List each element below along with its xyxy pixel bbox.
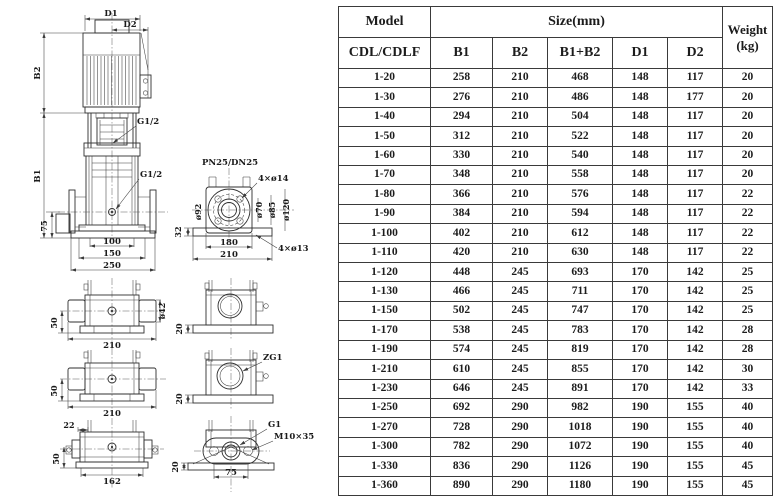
value-cell: 25 [723, 301, 773, 320]
value-cell: 245 [493, 360, 548, 379]
dim-32-label: 32 [173, 226, 183, 238]
model-cell: 1-50 [339, 127, 431, 146]
base-side-view-a [49, 278, 167, 351]
table-row [339, 107, 773, 126]
model-cell: 1-20 [339, 69, 431, 88]
value-cell: 728 [431, 418, 493, 437]
value-cell: 782 [431, 437, 493, 456]
value-cell: 210 [493, 243, 548, 262]
value-cell: 30 [723, 360, 773, 379]
value-cell: 348 [431, 166, 493, 185]
value-cell: 891 [548, 379, 613, 398]
value-cell: 170 [613, 379, 668, 398]
value-cell: 22 [723, 224, 773, 243]
value-cell: 25 [723, 263, 773, 282]
value-cell: 290 [493, 398, 548, 417]
table-row [339, 340, 773, 359]
dim-50c-label: 50 [51, 453, 61, 465]
value-cell: 117 [668, 166, 723, 185]
dim-d42-label: ø42 [157, 302, 167, 320]
value-cell: 117 [668, 243, 723, 262]
dim-b2-label: B2 [33, 66, 43, 80]
table-row [339, 476, 773, 495]
value-cell: 630 [548, 243, 613, 262]
port-view-b [174, 348, 282, 410]
value-cell: 155 [668, 476, 723, 495]
value-cell: 210 [493, 107, 548, 126]
bolt-holes-top-label: 4×ø14 [258, 174, 289, 184]
value-cell: 210 [493, 88, 548, 107]
value-cell: 20 [723, 127, 773, 146]
value-cell: 692 [431, 398, 493, 417]
value-cell: 148 [613, 224, 668, 243]
dim-d1-label: D1 [104, 9, 118, 19]
value-cell: 170 [613, 282, 668, 301]
value-cell: 148 [613, 88, 668, 107]
value-cell: 448 [431, 263, 493, 282]
base-side-view-c [51, 418, 164, 488]
flange-top-view [173, 158, 309, 261]
table-row [339, 282, 773, 301]
table-row [339, 88, 773, 107]
value-cell: 576 [548, 185, 613, 204]
value-cell: 148 [613, 185, 668, 204]
zg1-port-label: ZG1 [263, 353, 283, 363]
value-cell: 276 [431, 88, 493, 107]
model-cell: 1-80 [339, 185, 431, 204]
value-cell: 117 [668, 107, 723, 126]
table-header-row-2 [339, 38, 773, 69]
value-cell: 290 [493, 437, 548, 456]
value-cell: 190 [613, 398, 668, 417]
value-cell: 783 [548, 321, 613, 340]
value-cell: 384 [431, 204, 493, 223]
value-cell: 538 [431, 321, 493, 340]
value-cell: 22 [723, 185, 773, 204]
value-cell: 117 [668, 204, 723, 223]
table-row [339, 379, 773, 398]
value-cell: 466 [431, 282, 493, 301]
value-cell: 190 [613, 457, 668, 476]
dim-210a-label: 210 [103, 341, 121, 351]
value-cell: 711 [548, 282, 613, 301]
port-view-c [170, 416, 314, 492]
value-cell: 190 [613, 476, 668, 495]
header-size-group: Size(mm) [431, 7, 723, 38]
model-cell: 1-170 [339, 321, 431, 340]
value-cell: 155 [668, 398, 723, 417]
value-cell: 148 [613, 69, 668, 88]
table-row [339, 204, 773, 223]
value-cell: 20 [723, 88, 773, 107]
model-cell: 1-100 [339, 224, 431, 243]
dim-d120-label: ø120 [281, 198, 291, 222]
table-row [339, 243, 773, 262]
value-cell: 245 [493, 282, 548, 301]
value-cell: 420 [431, 243, 493, 262]
value-cell: 142 [668, 321, 723, 340]
value-cell: 155 [668, 457, 723, 476]
header-b2: B2 [493, 38, 548, 69]
table-row [339, 398, 773, 417]
value-cell: 540 [548, 146, 613, 165]
dim-180-label: 180 [220, 238, 238, 248]
value-cell: 210 [493, 224, 548, 243]
value-cell: 170 [613, 301, 668, 320]
value-cell: 294 [431, 107, 493, 126]
model-cell: 1-70 [339, 166, 431, 185]
value-cell: 142 [668, 340, 723, 359]
value-cell: 117 [668, 185, 723, 204]
value-cell: 504 [548, 107, 613, 126]
value-cell: 142 [668, 379, 723, 398]
dim-162-label: 162 [103, 477, 121, 487]
model-cell: 1-300 [339, 437, 431, 456]
port-view-a [174, 278, 273, 340]
value-cell: 290 [493, 476, 548, 495]
model-cell: 1-110 [339, 243, 431, 262]
value-cell: 148 [613, 204, 668, 223]
value-cell: 1180 [548, 476, 613, 495]
value-cell: 245 [493, 263, 548, 282]
value-cell: 210 [493, 166, 548, 185]
m10x35-label: M10×35 [274, 432, 315, 442]
value-cell: 117 [668, 224, 723, 243]
value-cell: 190 [613, 437, 668, 456]
table-row [339, 263, 773, 282]
value-cell: 330 [431, 146, 493, 165]
dim-250-label: 250 [103, 261, 121, 271]
value-cell: 142 [668, 301, 723, 320]
front-elevation-view [33, 9, 168, 271]
value-cell: 22 [723, 204, 773, 223]
base-side-view-b [49, 348, 166, 419]
model-cell: 1-40 [339, 107, 431, 126]
model-cell: 1-90 [339, 204, 431, 223]
value-cell: 20 [723, 69, 773, 88]
header-b1b2: B1+B2 [548, 38, 613, 69]
table-row [339, 166, 773, 185]
value-cell: 468 [548, 69, 613, 88]
value-cell: 142 [668, 360, 723, 379]
value-cell: 574 [431, 340, 493, 359]
dim-210b-label: 210 [103, 409, 121, 419]
value-cell: 610 [431, 360, 493, 379]
dim-210-flange-label: 210 [220, 250, 238, 260]
value-cell: 836 [431, 457, 493, 476]
value-cell: 117 [668, 127, 723, 146]
value-cell: 190 [613, 418, 668, 437]
table-row [339, 301, 773, 320]
value-cell: 693 [548, 263, 613, 282]
value-cell: 502 [431, 301, 493, 320]
value-cell: 245 [493, 301, 548, 320]
model-cell: 1-150 [339, 301, 431, 320]
value-cell: 170 [613, 321, 668, 340]
value-cell: 148 [613, 146, 668, 165]
value-cell: 28 [723, 340, 773, 359]
value-cell: 20 [723, 166, 773, 185]
table-row [339, 69, 773, 88]
value-cell: 40 [723, 418, 773, 437]
value-cell: 210 [493, 127, 548, 146]
value-cell: 210 [493, 204, 548, 223]
table-row [339, 418, 773, 437]
value-cell: 522 [548, 127, 613, 146]
model-cell: 1-30 [339, 88, 431, 107]
table-row [339, 360, 773, 379]
value-cell: 28 [723, 321, 773, 340]
value-cell: 148 [613, 127, 668, 146]
table-row [339, 457, 773, 476]
table-row [339, 127, 773, 146]
model-cell: 1-250 [339, 398, 431, 417]
value-cell: 170 [613, 360, 668, 379]
dim-b1-label: B1 [33, 169, 43, 183]
value-cell: 819 [548, 340, 613, 359]
flange-rating-label: PN25/DN25 [201, 158, 259, 168]
model-cell: 1-270 [339, 418, 431, 437]
dim-50a-label: 50 [49, 317, 59, 329]
value-cell: 117 [668, 69, 723, 88]
model-cell: 1-330 [339, 457, 431, 476]
dim-20c-label: 20 [170, 461, 180, 473]
value-cell: 170 [613, 340, 668, 359]
value-cell: 40 [723, 437, 773, 456]
dim-d92-label: ø92 [193, 203, 203, 221]
value-cell: 142 [668, 282, 723, 301]
dim-50b-label: 50 [49, 385, 59, 397]
g12-drain-label: G1/2 [140, 170, 163, 180]
value-cell: 177 [668, 88, 723, 107]
g1-port-label: G1 [268, 420, 282, 430]
value-cell: 258 [431, 69, 493, 88]
value-cell: 747 [548, 301, 613, 320]
table-row [339, 437, 773, 456]
value-cell: 155 [668, 418, 723, 437]
value-cell: 486 [548, 88, 613, 107]
model-cell: 1-360 [339, 476, 431, 495]
table-row [339, 146, 773, 165]
value-cell: 20 [723, 146, 773, 165]
dim-75-label: 75 [39, 220, 49, 232]
value-cell: 20 [723, 107, 773, 126]
header-weight [723, 7, 773, 69]
value-cell: 148 [613, 166, 668, 185]
value-cell: 1018 [548, 418, 613, 437]
table-row [339, 321, 773, 340]
value-cell: 558 [548, 166, 613, 185]
dim-100-label: 100 [103, 237, 121, 247]
model-cell: 1-210 [339, 360, 431, 379]
value-cell: 117 [668, 146, 723, 165]
header-d2: D2 [668, 38, 723, 69]
value-cell: 290 [493, 457, 548, 476]
header-model-sub: CDL/CDLF [339, 38, 431, 69]
value-cell: 890 [431, 476, 493, 495]
header-d1: D1 [613, 38, 668, 69]
value-cell: 982 [548, 398, 613, 417]
value-cell: 1072 [548, 437, 613, 456]
header-weight-line1: Weight [727, 21, 768, 37]
dim-20b-label: 20 [174, 393, 184, 405]
dim-d85-label: ø85 [267, 201, 277, 219]
dim-150-label: 150 [103, 249, 121, 259]
bolt-holes-bottom-label: 4×ø13 [278, 244, 309, 254]
value-cell: 142 [668, 263, 723, 282]
value-cell: 402 [431, 224, 493, 243]
table-header-row-1 [339, 7, 773, 38]
value-cell: 25 [723, 282, 773, 301]
value-cell: 245 [493, 379, 548, 398]
table-row [339, 224, 773, 243]
dimension-table [338, 6, 773, 496]
value-cell: 290 [493, 418, 548, 437]
value-cell: 612 [548, 224, 613, 243]
header-model: Model [339, 7, 431, 38]
table-body [339, 69, 773, 496]
dim-75b-label: 75 [225, 468, 237, 478]
value-cell: 33 [723, 379, 773, 398]
g12-vent-label: G1/2 [137, 117, 160, 127]
model-cell: 1-120 [339, 263, 431, 282]
dim-20a-label: 20 [174, 323, 184, 335]
value-cell: 40 [723, 398, 773, 417]
value-cell: 170 [613, 263, 668, 282]
dim-d2-label: D2 [123, 20, 137, 30]
value-cell: 155 [668, 437, 723, 456]
model-cell: 1-230 [339, 379, 431, 398]
value-cell: 22 [723, 243, 773, 262]
value-cell: 594 [548, 204, 613, 223]
dim-d70-label: ø70 [254, 201, 264, 219]
value-cell: 148 [613, 243, 668, 262]
model-cell: 1-130 [339, 282, 431, 301]
value-cell: 646 [431, 379, 493, 398]
value-cell: 210 [493, 146, 548, 165]
value-cell: 366 [431, 185, 493, 204]
header-b1: B1 [431, 38, 493, 69]
value-cell: 45 [723, 457, 773, 476]
header-weight-line2: (kg) [736, 37, 759, 53]
value-cell: 1126 [548, 457, 613, 476]
value-cell: 45 [723, 476, 773, 495]
value-cell: 312 [431, 127, 493, 146]
model-cell: 1-190 [339, 340, 431, 359]
model-cell: 1-60 [339, 146, 431, 165]
value-cell: 210 [493, 185, 548, 204]
dim-22-label: 22 [63, 420, 75, 430]
value-cell: 210 [493, 69, 548, 88]
value-cell: 855 [548, 360, 613, 379]
value-cell: 245 [493, 321, 548, 340]
table-row [339, 185, 773, 204]
value-cell: 148 [613, 107, 668, 126]
value-cell: 245 [493, 340, 548, 359]
pump-technical-drawing [0, 0, 340, 500]
